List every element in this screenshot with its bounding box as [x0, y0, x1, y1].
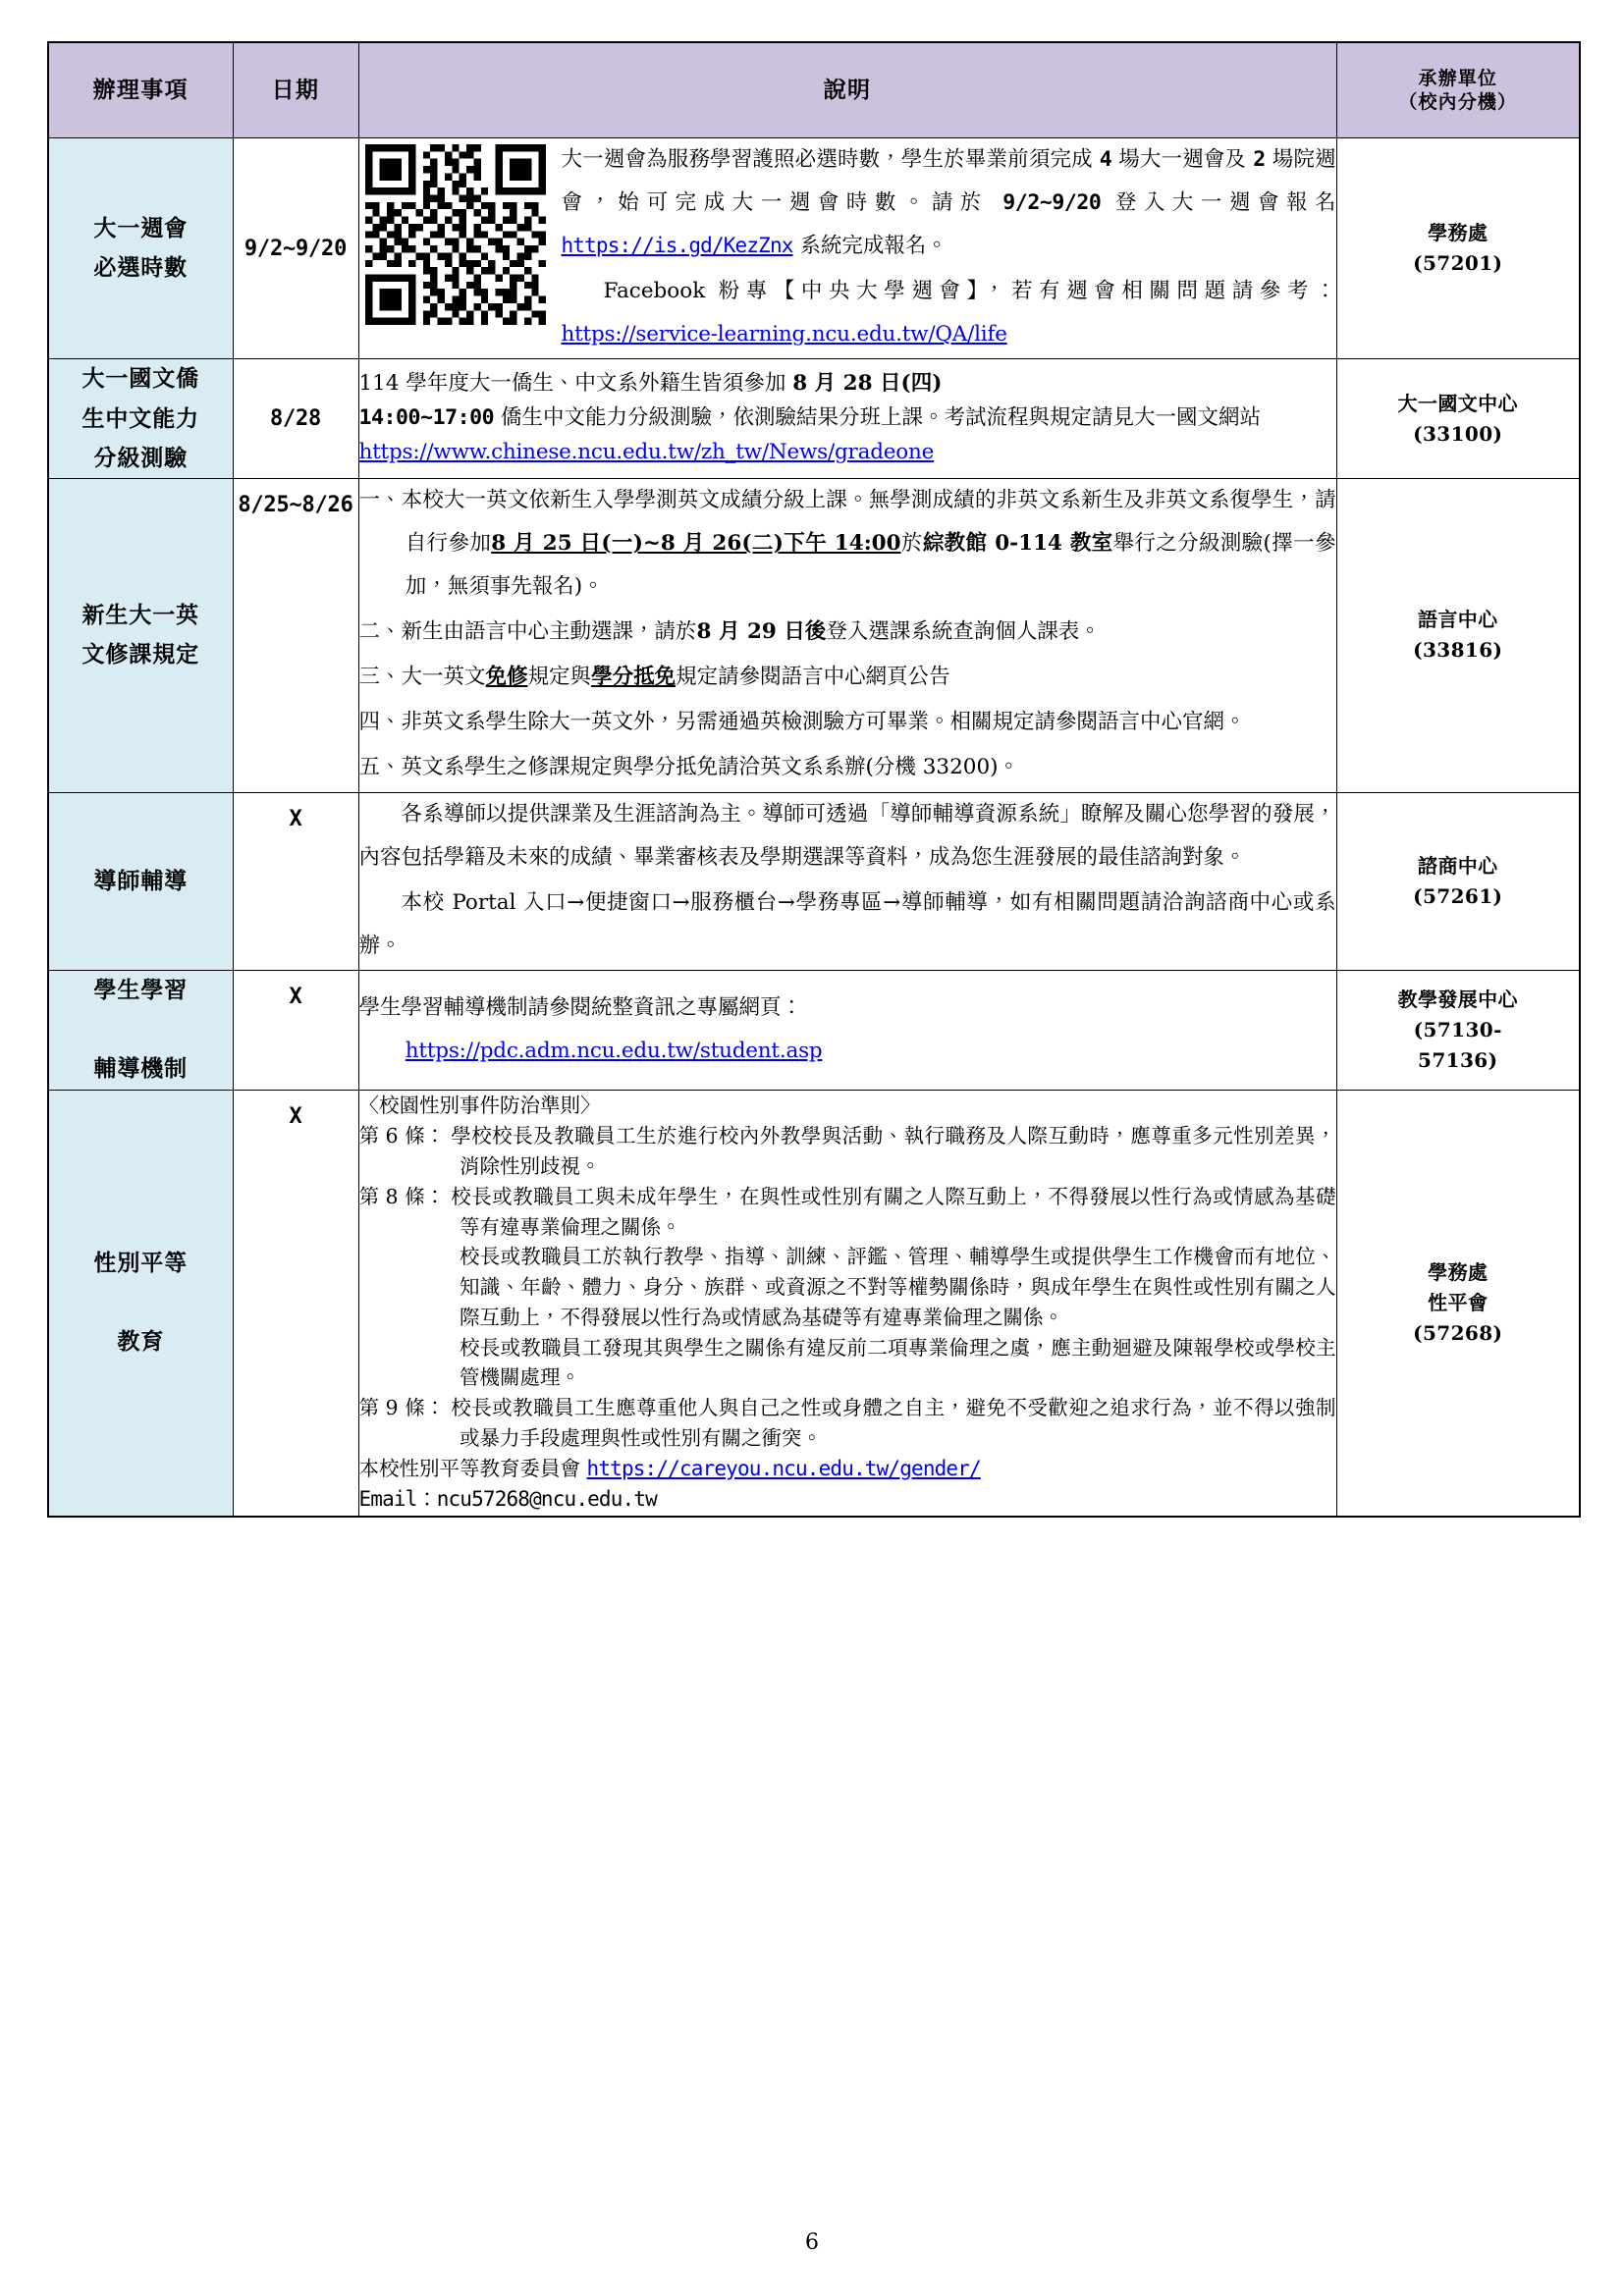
row-description: [358, 138, 1336, 359]
table-row: [48, 138, 1580, 359]
row-date: 9/2~9/20: [233, 138, 358, 359]
column-header-item: 辦理事項: [48, 42, 233, 138]
list-item: [359, 746, 1336, 789]
column-header-unit-line1: 承辦單位: [1418, 67, 1498, 89]
gender-equity-rules: [359, 1091, 1336, 1516]
row5-line-2: [359, 1030, 1336, 1073]
rule2-text-a: 新生由語言中心主動選課，請於: [401, 619, 697, 645]
row1-text-d: 登入大一週會報名: [1101, 190, 1336, 216]
row-date: X: [233, 1090, 358, 1517]
row2-exam-time: 14:00~17:00: [358, 405, 495, 431]
table-header: [48, 42, 1580, 138]
row-unit: 學務處 性平會 (57268): [1336, 1090, 1580, 1517]
row1-count-college: 2: [1253, 147, 1266, 172]
row1-text-e: 系統完成報名。: [792, 234, 947, 259]
row1-count-assembly: 4: [1099, 147, 1112, 172]
table-row: [48, 970, 1580, 1090]
row2-text-b: 僑生中文能力分級測驗，依測驗結果分班上課。考試流程與規定請見大一國文網站: [494, 405, 1261, 431]
row2-exam-date: 8 月 28 日(四): [792, 371, 943, 397]
row-item-label: 學生學習 輔導機制: [48, 970, 233, 1090]
rule1-text-c: 舉行之分級測驗(擇一參加，無須事先報名)。: [405, 531, 1336, 600]
row1-text-a: 大一週會為服務學習護照必選時數，學生於畢業前須完成: [561, 147, 1100, 172]
table-row: [48, 359, 1580, 479]
row-unit: 教學發展中心 (57130- 57136): [1336, 970, 1580, 1090]
freshman-guide-table: [47, 41, 1581, 1518]
row1-facebook-text: Facebook 粉專【中央大學週會】，若有週會相關問題請參考：: [603, 279, 1336, 304]
row-item-label: 新生大一英 文修課規定: [48, 479, 233, 792]
rule2-text-c: 登入選課系統查詢個人課表。: [826, 619, 1101, 645]
pdc-student-link[interactable]: https://pdc.adm.ncu.edu.tw/student.asp: [405, 1039, 823, 1064]
gender-committee-line: [359, 1454, 1336, 1485]
article-9: [359, 1393, 1336, 1454]
row-item-label: 性別平等 教育: [48, 1090, 233, 1517]
article-9-label: 第 9 條：: [358, 1396, 446, 1419]
gender-email-address: ncu57268@ncu.edu.tw: [436, 1487, 657, 1511]
row1-text-c: 場院週會，始可完成大一週會時數。請於: [561, 147, 1336, 216]
gender-committee-label: 本校性別平等教育委員會: [358, 1456, 587, 1480]
rule1-text-b: 於: [900, 531, 923, 557]
row-date: X: [233, 970, 358, 1090]
list-item: [359, 479, 1336, 609]
rule1-exam-datetime: 8 月 25 日(一)~8 月 26(二)下午 14:00: [491, 531, 901, 557]
rule1-classroom: 綜教館 0-114 教室: [922, 531, 1113, 557]
row-description: [358, 1090, 1336, 1517]
gender-committee-link[interactable]: https://careyou.ncu.edu.tw/gender/: [586, 1456, 981, 1480]
row-item-label: 大一週會 必選時數: [48, 138, 233, 359]
row-date: X: [233, 792, 358, 970]
english-course-rules-list: [359, 479, 1336, 789]
list-marker-2: 二、: [358, 619, 402, 645]
article-8: [359, 1182, 1336, 1243]
gender-email-label: Email：: [358, 1487, 437, 1511]
column-header-unit-line2: （校內分機）: [1398, 91, 1518, 113]
row-item-label: 大一國文僑 生中文能力 分級測驗: [48, 359, 233, 479]
table-row: [48, 1090, 1580, 1517]
article-9-body: 校長或教職員工生應尊重他人與自己之性或身體之自主，避免不受歡迎之追求行為，並不得以強制或暴力手段處理與性或性別有關之衝突。: [450, 1396, 1336, 1450]
gender-email-line: [359, 1484, 1336, 1516]
rule3-text-b: 規定與: [527, 665, 592, 690]
rule3-credit-term: 學分抵免: [591, 665, 677, 690]
row-unit: 諮商中心 (57261): [1336, 792, 1580, 970]
row2-line-3: [359, 436, 1336, 470]
qr-code-icon: [365, 144, 546, 325]
list-item: [359, 656, 1336, 699]
row-date: 8/28: [233, 359, 358, 479]
row-description: [358, 970, 1336, 1090]
row5-line-1: 學生學習輔導機制請參閱統整資訊之專屬網頁：: [358, 995, 803, 1021]
chinese-dept-link[interactable]: https://www.chinese.ncu.edu.tw/zh_tw/News/gradeone: [358, 440, 935, 465]
list-marker-4: 四、: [358, 710, 402, 735]
service-learning-qa-link[interactable]: https://service-learning.ncu.edu.tw/QA/life: [561, 322, 1007, 347]
row-description: [358, 359, 1336, 479]
article-8-label: 第 8 條：: [358, 1184, 446, 1208]
row-item-label: 導師輔導: [48, 792, 233, 970]
rule3-waiver-term: 免修: [485, 665, 528, 690]
row-description: [358, 479, 1336, 792]
rule2-date: 8 月 29 日後: [696, 619, 827, 645]
article-6: [359, 1121, 1336, 1182]
rules-title: 〈校園性別事件防治準則〉: [358, 1093, 601, 1117]
row1-date-range: 9/2~9/20: [1002, 190, 1102, 216]
rule1-text-a: 本校大一英文依新生入學學測英文成績分級上課。無學測成績的非英文系新生及非英文系復學生，請自行參加: [401, 488, 1336, 557]
article-8-extra-1: 校長或教職員工於執行教學、指導、訓練、評鑑、管理、輔導學生或提供學生工作機會而有地位、知識、年齡、體力、身分、族群、或資源之不對等權勢關係時，與成年學生在與性或性別有關之人際互動上，不得發展以性行為或情感為基礎等有違專業倫理之關係。: [460, 1245, 1336, 1329]
rule3-text-a: 大一英文: [401, 665, 486, 690]
list-marker-1: 一、: [358, 488, 402, 513]
column-header-description: 說明: [358, 42, 1336, 138]
page-number: 6: [805, 2230, 819, 2255]
column-header-unit: [1336, 42, 1580, 138]
list-marker-5: 五、: [358, 755, 402, 780]
row4-paragraph-1: 各系導師以提供課業及生涯諮詢為主。導師可透過「導師輔導資源系統」瞭解及關心您學習的發展，內容包括學籍及未來的成績、畢業審核表及學期選課等資料，成為您生涯發展的最佳諮詢對象。: [358, 801, 1336, 870]
list-marker-3: 三、: [358, 665, 402, 690]
row-unit: 學務處 (57201): [1336, 138, 1580, 359]
row2-line-1: [359, 367, 1336, 401]
row4-paragraph-2: 本校 Portal 入口→便捷窗口→服務櫃台→學務專區→導師輔導，如有相關問題請洽詢諮商中心或系辦。: [358, 889, 1336, 958]
signup-link[interactable]: https://is.gd/KezZnx: [561, 234, 793, 258]
table-row: [48, 792, 1580, 970]
article-6-label: 第 6 條：: [358, 1124, 446, 1148]
table-body: [48, 138, 1580, 1517]
article-8-body: 校長或教職員工與未成年學生，在與性或性別有關之人際互動上，不得發展以性行為或情感為基礎等有違專業倫理之關係。: [450, 1184, 1336, 1239]
column-header-date: 日期: [233, 42, 358, 138]
header-row: [48, 42, 1580, 138]
row-description: [358, 792, 1336, 970]
row2-text-a: 114 學年度大一僑生、中文系外籍生皆須參加: [358, 371, 793, 397]
rule3-text-c: 規定請參閱語言中心網頁公告: [676, 665, 950, 690]
list-item: [359, 701, 1336, 744]
row1-text-b: 場大一週會及: [1111, 147, 1254, 172]
table-row: [48, 479, 1580, 792]
article-8-extra-2: 校長或教職員工發現其與學生之關係有違反前二項專業倫理之虞，應主動迴避及陳報學校或學校主管機關處理。: [460, 1335, 1336, 1390]
rule5-text: 英文系學生之修課規定與學分抵免請洽英文系系辦(分機 33200)。: [401, 755, 1020, 780]
rule4-text: 非英文系學生除大一英文外，另需通過英檢測驗方可畢業。相關規定請參閱語言中心官網。: [401, 710, 1246, 735]
list-item: [359, 611, 1336, 654]
row2-line-2: [359, 401, 1336, 436]
row-unit: 語言中心 (33816): [1336, 479, 1580, 792]
qr-code-freshman-assembly: [365, 144, 546, 325]
row-unit: 大一國文中心 (33100): [1336, 359, 1580, 479]
article-6-body: 學校校長及教職員工生於進行校內外教學與活動、執行職務及人際互動時，應尊重多元性別差異，消除性別歧視。: [450, 1124, 1336, 1178]
row-date: 8/25~8/26: [233, 479, 358, 792]
